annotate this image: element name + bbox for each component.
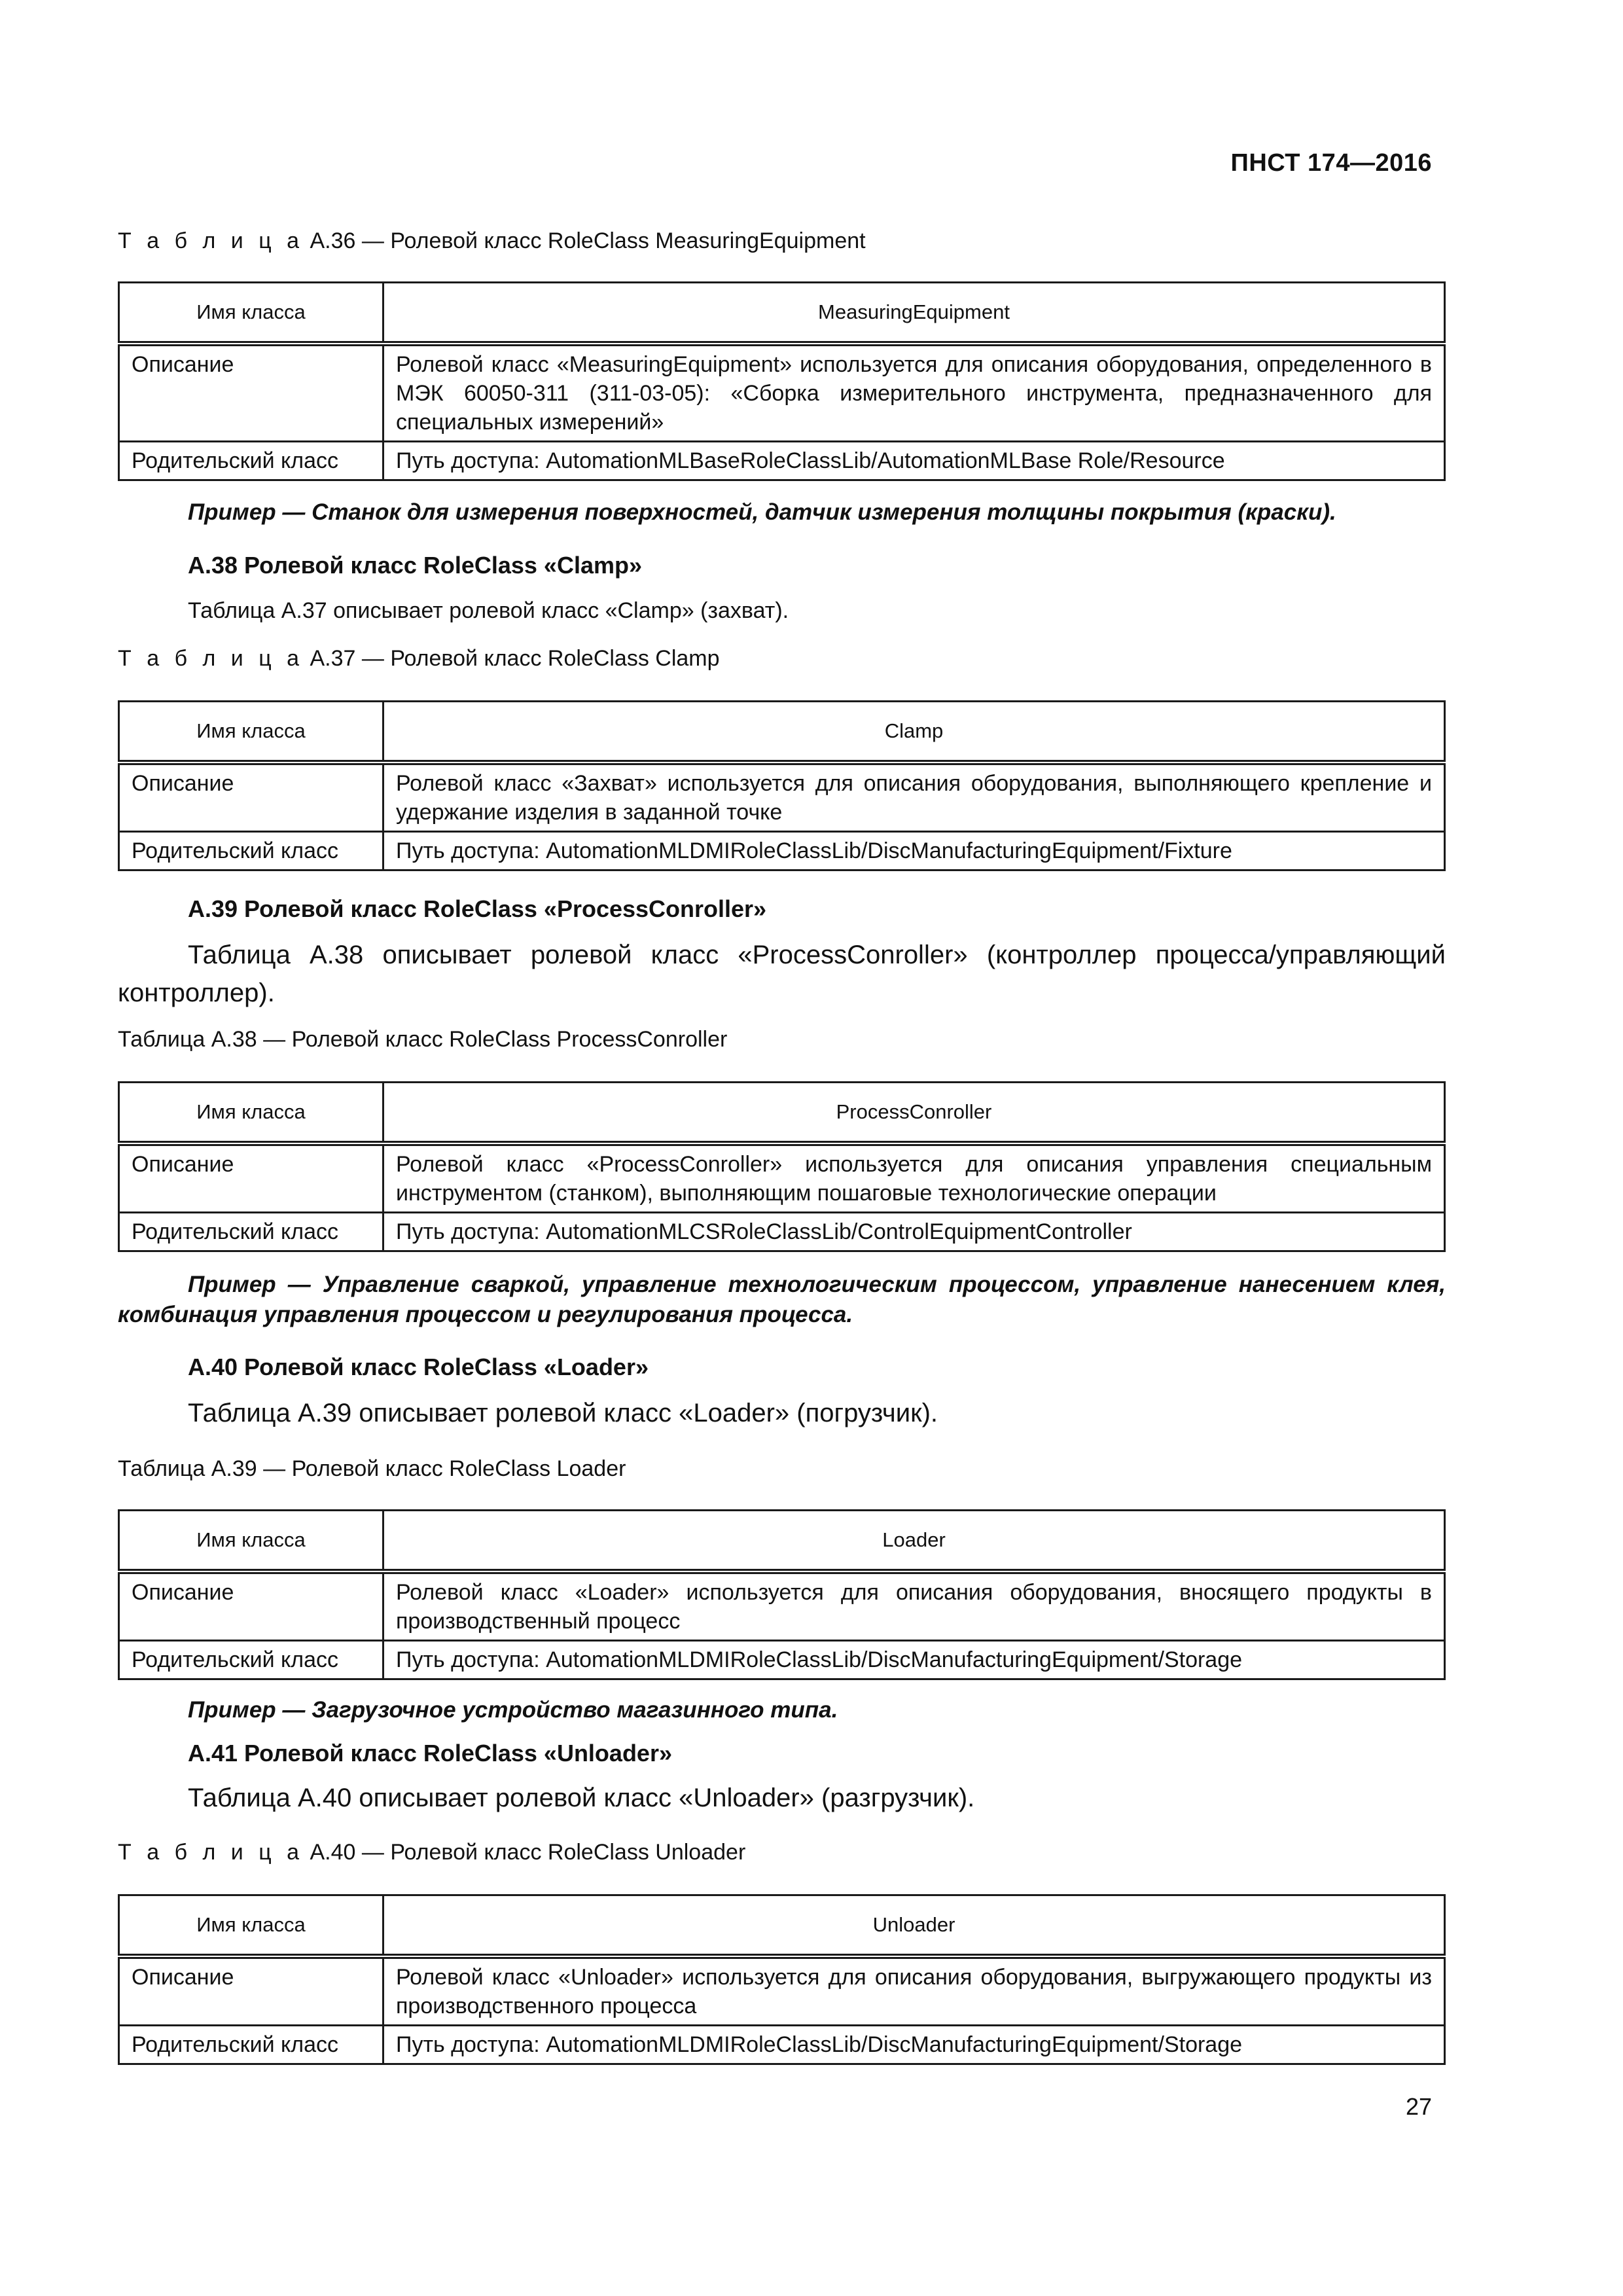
table-header-row: [119, 1083, 1445, 1144]
description-value: Ролевой класс «Захват» используется для описания оборудования, выполняющего крепление и удержание изделия в заданной точке: [383, 762, 1445, 832]
table-a38: [118, 1081, 1446, 1252]
page-number: 27: [1405, 2093, 1432, 2120]
table-row-parent: [119, 1213, 1445, 1251]
description-value: Ролевой класс «MeasuringEquipment» используется для описания оборудования, определенного в МЭК 60050-311 (311-03-05): «Сборка измерительного инструмента, предназначенного для специальных измерений»: [383, 344, 1445, 442]
parent-path-value: Путь доступа: AutomationMLCSRoleClassLib/ControlEquipmentController: [383, 1213, 1445, 1251]
table-row-parent: [119, 832, 1445, 870]
table-caption-label: Т а б л и ц а: [118, 228, 304, 253]
row-label-parent: Родительский класс: [119, 2026, 383, 2064]
parent-path-value: Путь доступа: AutomationMLDMIRoleClassLib/DiscManufacturingEquipment/Storage: [383, 2026, 1445, 2064]
class-name-value: Unloader: [383, 1895, 1445, 1957]
table-row-description: [119, 762, 1445, 832]
section-intro-a39: Таблица А.38 описывает ролевой класс «ProcessConroller» (контроллер процесса/управляющий контроллер).: [118, 941, 1446, 1007]
example-note-2: Пример — Управление сваркой, управление технологическим процессом, управление нанесением клея, комбинация управления процессом и регулирования процесса.: [118, 1272, 1446, 1327]
row-label-description: Описание: [119, 1956, 383, 2026]
col-name-header: Имя класса: [119, 1895, 383, 1957]
table-row-description: [119, 1956, 1445, 2026]
class-name-value: MeasuringEquipment: [383, 283, 1445, 344]
table-caption-label: Т а б л и ц а: [118, 1840, 304, 1865]
table-row-parent: [119, 2026, 1445, 2064]
row-label-description: Описание: [119, 344, 383, 442]
table-caption-text: А.36 — Ролевой класс RoleClass MeasuringEquipment: [304, 228, 866, 253]
row-label-description: Описание: [119, 1571, 383, 1641]
description-value: Ролевой класс «Loader» используется для описания оборудования, вносящего продукты в производственный процесс: [383, 1571, 1445, 1641]
document-code: ПНСТ 174—2016: [1230, 149, 1432, 177]
description-value: Ролевой класс «ProcessConroller» используется для описания управления специальным инструментом (станком), выполняющим пошаговые технологические операции: [383, 1143, 1445, 1213]
col-name-header: Имя класса: [119, 283, 383, 344]
table-row-description: [119, 1143, 1445, 1213]
section-intro-a41: Таблица А.40 описывает ролевой класс «Unloader» (разгрузчик).: [188, 1784, 975, 1812]
table-row-parent: [119, 442, 1445, 480]
section-heading-a39: A.39 Ролевой класс RoleClass «ProcessConroller»: [188, 895, 767, 922]
table-caption-text: А.40 — Ролевой класс RoleClass Unloader: [304, 1840, 746, 1865]
table-a40: [118, 1894, 1446, 2065]
section-heading-a40: A.40 Ролевой класс RoleClass «Loader»: [188, 1354, 649, 1380]
table-caption-a39: Таблица А.39 — Ролевой класс RoleClass Loader: [118, 1456, 626, 1481]
table-caption-label: Т а б л и ц а: [118, 646, 304, 671]
table-a39: [118, 1509, 1446, 1680]
row-label-parent: Родительский класс: [119, 832, 383, 870]
parent-path-value: Путь доступа: AutomationMLDMIRoleClassLib/DiscManufacturingEquipment/Storage: [383, 1641, 1445, 1679]
table-header-row: [119, 283, 1445, 344]
col-name-header: Имя класса: [119, 702, 383, 763]
row-label-parent: Родительский класс: [119, 442, 383, 480]
section-intro-a40: Таблица А.39 описывает ролевой класс «Loader» (погрузчик).: [188, 1399, 938, 1427]
col-name-header: Имя класса: [119, 1511, 383, 1572]
section-heading-a38: A.38 Ролевой класс RoleClass «Clamp»: [188, 552, 642, 579]
table-caption-a40: [118, 1838, 745, 1867]
class-name-value: ProcessConroller: [383, 1083, 1445, 1144]
table-header-row: [119, 702, 1445, 763]
table-caption-a36: [118, 226, 866, 255]
row-label-parent: Родительский класс: [119, 1213, 383, 1251]
table-row-parent: [119, 1641, 1445, 1679]
section-heading-a41: A.41 Ролевой класс RoleClass «Unloader»: [188, 1740, 672, 1767]
table-row-description: [119, 1571, 1445, 1641]
parent-path-value: Путь доступа: AutomationMLDMIRoleClassLib/DiscManufacturingEquipment/Fixture: [383, 832, 1445, 870]
class-name-value: Loader: [383, 1511, 1445, 1572]
example-note-1: Пример — Станок для измерения поверхностей, датчик измерения толщины покрытия (краски).: [188, 499, 1336, 525]
table-header-row: [119, 1895, 1445, 1957]
description-value: Ролевой класс «Unloader» используется для описания оборудования, выгружающего продукты из производственного процесса: [383, 1956, 1445, 2026]
table-caption-a38: Таблица А.38 — Ролевой класс RoleClass ProcessConroller: [118, 1027, 728, 1052]
table-a36: [118, 281, 1446, 481]
row-label-description: Описание: [119, 1143, 383, 1213]
col-name-header: Имя класса: [119, 1083, 383, 1144]
table-caption-a37: [118, 644, 720, 673]
table-caption-text: А.37 — Ролевой класс RoleClass Clamp: [304, 646, 720, 671]
table-row-description: [119, 344, 1445, 442]
table-a37: [118, 700, 1446, 871]
example-note-3: Пример — Загрузочное устройство магазинного типа.: [188, 1697, 838, 1723]
parent-path-value: Путь доступа: AutomationMLBaseRoleClassLib/AutomationMLBase Role/Resource: [383, 442, 1445, 480]
row-label-parent: Родительский класс: [119, 1641, 383, 1679]
table-header-row: [119, 1511, 1445, 1572]
row-label-description: Описание: [119, 762, 383, 832]
class-name-value: Clamp: [383, 702, 1445, 763]
section-intro-a38: Таблица А.37 описывает ролевой класс «Clamp» (захват).: [188, 598, 789, 623]
